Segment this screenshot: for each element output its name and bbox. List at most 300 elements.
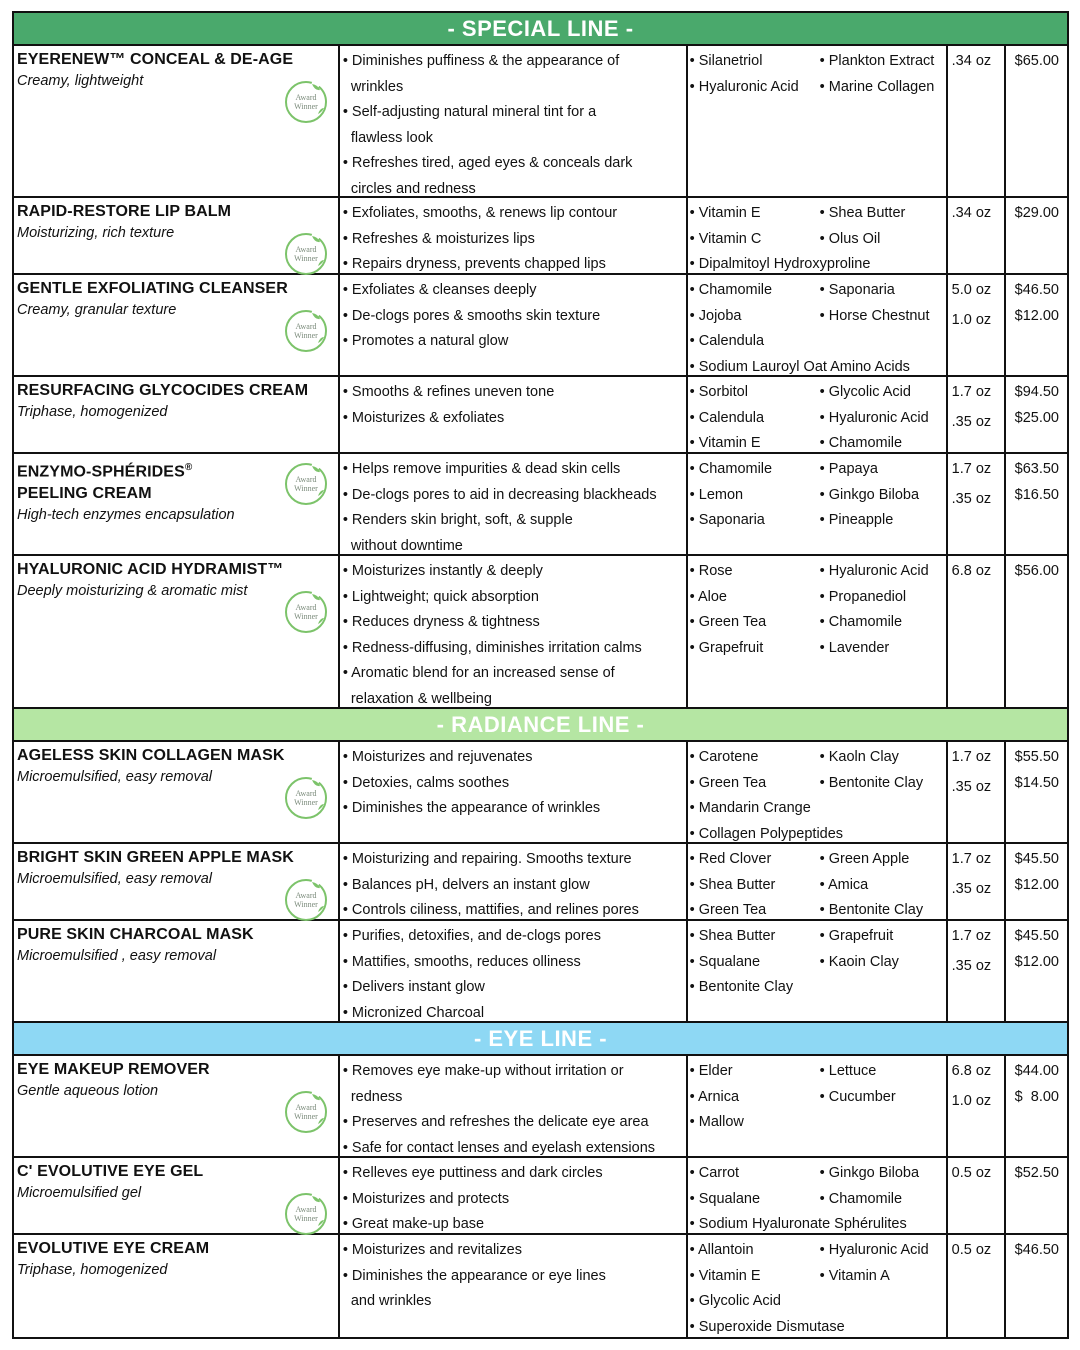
price-value: [1009, 559, 1059, 585]
benefit-line: • Exfoliates, smooths, & renews lip contour: [342, 205, 618, 221]
benefit-line: • Lightweight; quick absorption: [342, 588, 539, 605]
benefit-line: • Purifies, detoxifies, and de-clogs pores: [342, 928, 601, 944]
ingredients-grid: [690, 1238, 943, 1339]
award-text-line1: Award: [295, 789, 317, 798]
benefits-cell: [340, 1158, 688, 1233]
currency-symbol: $: [1014, 1165, 1023, 1181]
price-amount: 63.50: [1022, 461, 1059, 477]
ingredient-item: • Papaya: [819, 461, 878, 477]
price-cell: [1006, 742, 1067, 842]
benefit-line: • Renders skin bright, soft, & supple: [342, 512, 573, 528]
currency-symbol: $: [1014, 461, 1023, 477]
benefit-line: • Mattifies, smooths, reduces olliness: [342, 953, 581, 970]
product-row: [14, 198, 1067, 275]
ingredient-item: • Saponaria: [819, 282, 895, 298]
ingredient-item: • Mandarin Crange: [689, 800, 811, 816]
product-description: Deeply moisturizing & aromatic mist: [17, 583, 248, 599]
product-row: [14, 921, 1067, 1023]
registered-mark: ®: [184, 462, 193, 473]
ingredient-item: • Sodium Hyaluronate Sphérulites: [689, 1216, 907, 1232]
benefits-cell: [340, 556, 688, 707]
ingredient-item: • Bentonite Clay: [819, 902, 924, 918]
currency-symbol: $: [1014, 282, 1023, 298]
price-value: [1009, 924, 1059, 950]
ingredient-item: • Glycolic Acid: [689, 1293, 781, 1309]
price-amount: 12.00: [1022, 307, 1059, 324]
award-text-line1: Award: [295, 322, 317, 331]
currency-symbol: $: [1014, 409, 1023, 426]
size-value: .35 oz: [951, 880, 992, 897]
product-name: GENTLE EXFOLIATING CLEANSER: [17, 280, 288, 297]
product-name-cell: [14, 556, 340, 707]
ingredients-cell: [688, 46, 948, 196]
benefit-line: • Reduces dryness & tightness: [342, 614, 540, 630]
ingredient-item: • Sodium Lauroyl Oat Amino Acids: [689, 358, 910, 375]
price-amount: 45.50: [1022, 928, 1059, 944]
price-cell: [1006, 556, 1067, 707]
price-value: [1009, 380, 1059, 406]
benefits-cell: [340, 1235, 688, 1337]
price-value: [1009, 771, 1059, 797]
product-row: [14, 556, 1067, 709]
award-badge-graphic: [282, 1190, 330, 1238]
ingredients-grid: [690, 380, 943, 457]
size-value: 1.7 oz: [951, 461, 992, 477]
ingredients-cell: [688, 377, 948, 452]
size-cell: [948, 46, 1006, 196]
product-row: [14, 275, 1067, 377]
ingredient-item: • Red Clover: [689, 851, 772, 867]
ingredient-item: • Calendula: [689, 409, 765, 426]
benefit-line: • Removes eye make-up without irritation or: [342, 1063, 624, 1079]
ingredient-item: • Kaoln Clay: [819, 749, 899, 765]
ingredient-item: • Chamomile: [819, 435, 903, 451]
ingredients-cell: [688, 921, 948, 1021]
award-text-line1: Award: [295, 93, 317, 102]
price-amount: 8.00: [1030, 1088, 1059, 1105]
ingredients-cell: [688, 556, 948, 707]
benefit-line: • Balances pH, delvers an instant glow: [342, 876, 590, 893]
benefits-cell: [340, 742, 688, 842]
product-name: EYE MAKEUP REMOVER: [17, 1061, 210, 1078]
price-value: [1009, 278, 1059, 304]
benefits-cell: [340, 46, 688, 196]
price-cell: [1006, 377, 1067, 452]
currency-symbol: $: [1014, 1063, 1023, 1079]
size-cell: [948, 454, 1006, 554]
benefit-line: • Safe for contact lenses and eyelash extensions: [342, 1139, 656, 1156]
award-text-line1: Award: [295, 603, 317, 612]
price-amount: 46.50: [1022, 282, 1059, 298]
currency-symbol: $: [1014, 486, 1023, 503]
currency-symbol: $: [1014, 53, 1023, 69]
award-winner-badge-icon: [282, 78, 330, 126]
ingredient-item: • Lavender: [819, 639, 890, 656]
product-row: [14, 377, 1067, 454]
currency-symbol: $: [1014, 953, 1023, 970]
size-value: .35 oz: [951, 490, 992, 507]
size-value: .34 oz: [951, 205, 992, 221]
ingredients-grid: [690, 201, 943, 278]
price-amount: 14.50: [1022, 774, 1059, 791]
benefit-line: • Aromatic blend for an increased sense of: [342, 665, 615, 681]
benefits-cell: [340, 275, 688, 375]
product-name-cell: [14, 844, 340, 919]
benefits-cell: [340, 844, 688, 919]
award-winner-badge-icon: [282, 774, 330, 822]
product-description: High-tech enzymes encapsulation: [17, 507, 235, 524]
price-value: [1009, 201, 1059, 227]
product-name-cell: [14, 1235, 340, 1337]
ingredient-item: • Vitamin E: [689, 1267, 761, 1284]
ingredient-item: • Carotene: [689, 749, 759, 765]
benefit-line: • Diminishes the appearance of wrinkles: [342, 800, 601, 816]
benefit-line: • Great make-up base: [342, 1216, 485, 1232]
benefit-line: • Diminishes the appearance or eye lines: [342, 1267, 606, 1284]
ingredient-item: • Rose: [689, 563, 733, 579]
size-value: .35 oz: [951, 778, 992, 795]
ingredient-item: • Bentonite Clay: [819, 774, 924, 791]
ingredient-item: • Chamomile: [819, 614, 903, 630]
price-cell: [1006, 454, 1067, 554]
benefit-line: • Refreshes & moisturizes lips: [342, 230, 535, 247]
benefit-line: • Helps remove impurities & dead skin cells: [342, 461, 621, 477]
award-text-line2: Winner: [293, 254, 318, 263]
product-name-cell: [14, 454, 340, 554]
price-value: [1009, 745, 1059, 771]
currency-symbol: $: [1014, 749, 1023, 765]
award-text-line1: Award: [295, 1205, 317, 1214]
size-value: 1.0 oz: [951, 311, 992, 328]
ingredient-item: • Mallow: [689, 1114, 744, 1130]
award-badge-graphic: [282, 876, 330, 924]
currency-symbol: $: [1014, 563, 1023, 579]
ingredient-item: • Hyaluronic Acid: [819, 563, 929, 579]
ingredients-cell: [688, 275, 948, 375]
product-row: [14, 454, 1067, 556]
award-text-line1: Award: [295, 1103, 317, 1112]
benefit-line: circles and redness: [350, 180, 476, 197]
price-value: [1009, 406, 1059, 432]
ingredients-grid: [690, 559, 943, 661]
ingredient-item: • Horse Chestnut: [819, 307, 930, 324]
price-value: [1009, 950, 1059, 976]
price-amount: 46.50: [1022, 1242, 1059, 1258]
award-badge-graphic: [282, 307, 330, 355]
ingredient-item: • Lettuce: [819, 1063, 877, 1079]
size-value: .35 oz: [951, 413, 992, 430]
ingredient-item: • Marine Collagen: [819, 78, 935, 95]
price-cell: [1006, 844, 1067, 919]
product-name: RAPID-RESTORE LIP BALM: [17, 203, 232, 220]
ingredients-cell: [688, 844, 948, 919]
currency-symbol: $: [1014, 1242, 1023, 1258]
benefit-line: • Promotes a natural glow: [342, 333, 509, 349]
benefit-line: • De-clogs pores & smooths skin texture: [342, 307, 601, 324]
benefit-line: • Repairs dryness, prevents chapped lips: [342, 256, 606, 272]
ingredient-item: • Squalane: [689, 1190, 761, 1207]
award-text-line2: Winner: [293, 798, 318, 807]
currency-symbol: $: [1014, 876, 1023, 893]
price-amount: 45.50: [1022, 851, 1059, 867]
size-cell: [948, 1056, 1006, 1156]
size-cell: [948, 556, 1006, 707]
currency-symbol: $: [1014, 928, 1023, 944]
ingredient-item: • Chamomile: [819, 1190, 903, 1207]
product-name: ENZYMO-SPHÉRIDES®: [17, 462, 193, 481]
ingredient-item: • Allantoin: [689, 1242, 754, 1258]
price-amount: 25.00: [1022, 409, 1059, 426]
benefits-cell: [340, 454, 688, 554]
award-text-line2: Winner: [293, 484, 318, 493]
benefit-line: • Self-adjusting natural mineral tint for a: [342, 104, 597, 120]
ingredients-cell: [688, 742, 948, 842]
benefits-cell: [340, 921, 688, 1021]
product-row: [14, 742, 1067, 844]
ingredient-item: • Pineapple: [819, 512, 894, 528]
ingredient-item: • Ginkgo Biloba: [819, 486, 920, 503]
product-name: RESURFACING GLYCOCIDES CREAM: [17, 382, 309, 399]
currency-symbol: $: [1014, 384, 1023, 400]
ingredient-item: • Lemon: [689, 486, 744, 503]
product-description: Moisturizing, rich texture: [17, 225, 175, 241]
product-row: [14, 844, 1067, 921]
award-winner-badge-icon: [282, 588, 330, 636]
ingredient-item: • Silanetriol: [689, 53, 763, 69]
price-cell: [1006, 921, 1067, 1021]
price-value: [1009, 1059, 1059, 1085]
product-description: Microemulsified gel: [17, 1185, 142, 1201]
price-amount: 12.00: [1022, 876, 1059, 893]
ingredient-item: • Grapefruit: [689, 639, 764, 656]
ingredient-item: • Vitamin A: [819, 1267, 890, 1284]
award-text-line2: Winner: [293, 1214, 318, 1223]
product-name: AGELESS SKIN COLLAGEN MASK: [17, 747, 285, 764]
ingredient-item: • Saponaria: [689, 512, 765, 528]
product-description: Microemulsified, easy removal: [17, 871, 213, 887]
award-text-line2: Winner: [293, 102, 318, 111]
product-description: Triphase, homogenized: [17, 404, 168, 420]
benefit-line: • Preserves and refreshes the delicate eye area: [342, 1114, 649, 1130]
ingredient-item: • Green Tea: [689, 614, 767, 630]
product-name-cell: [14, 198, 340, 273]
benefit-line: • Moisturizes and protects: [342, 1190, 510, 1207]
benefit-line: • Refreshes tired, aged eyes & conceals dark: [342, 155, 633, 171]
ingredient-item: • Collagen Polypeptides: [689, 825, 844, 842]
ingredient-item: • Superoxide Dismutase: [689, 1318, 845, 1335]
award-text-line2: Winner: [293, 612, 318, 621]
price-value: [1009, 847, 1059, 873]
price-value: [1009, 873, 1059, 899]
size-value: 6.8 oz: [951, 1063, 992, 1079]
ingredient-item: • Carrot: [689, 1165, 740, 1181]
price-amount: 29.00: [1022, 205, 1059, 221]
product-description: Triphase, homogenized: [17, 1262, 168, 1278]
benefits-cell: [340, 198, 688, 273]
section-title: - RADIANCE LINE -: [436, 711, 645, 737]
ingredient-item: • Amica: [819, 876, 869, 893]
benefit-line: flawless look: [350, 129, 434, 146]
product-name: EVOLUTIVE EYE CREAM: [17, 1240, 210, 1257]
product-name-cell: [14, 742, 340, 842]
price-cell: [1006, 1056, 1067, 1156]
product-description: Gentle aqueous lotion: [17, 1083, 159, 1099]
product-name: C' EVOLUTIVE EYE GEL: [17, 1163, 204, 1180]
product-row: [14, 1056, 1067, 1158]
ingredients-cell: [688, 1158, 948, 1233]
size-cell: [948, 921, 1006, 1021]
price-cell: [1006, 1158, 1067, 1233]
price-list-sheet: [12, 11, 1069, 1339]
ingredient-item: • Vitamin E: [689, 205, 761, 221]
ingredient-item: • Green Apple: [819, 851, 910, 867]
product-name: PURE SKIN CHARCOAL MASK: [17, 926, 254, 943]
product-name-cell: [14, 921, 340, 1021]
ingredient-item: • Elder: [689, 1063, 733, 1079]
product-description: Microemulsified , easy removal: [17, 948, 217, 964]
benefit-line: • Smooths & refines uneven tone: [342, 384, 555, 400]
ingredients-grid: [690, 847, 943, 924]
price-value: [1009, 1161, 1059, 1187]
size-cell: [948, 377, 1006, 452]
price-cell: [1006, 275, 1067, 375]
ingredients-cell: [688, 1235, 948, 1337]
ingredient-item: • Green Tea: [689, 902, 767, 918]
benefit-line: • Diminishes puffiness & the appearance of: [342, 53, 620, 69]
section-header-1: [14, 13, 1067, 46]
size-value: 0.5 oz: [951, 1242, 992, 1258]
ingredient-item: • Shea Butter: [689, 876, 776, 893]
size-cell: [948, 844, 1006, 919]
size-cell: [948, 198, 1006, 273]
ingredient-item: • Kaoin Clay: [819, 953, 899, 970]
ingredient-item: • Arnica: [689, 1088, 740, 1105]
award-winner-badge-icon: [282, 307, 330, 355]
price-value: [1009, 1085, 1059, 1111]
price-cell: [1006, 198, 1067, 273]
size-cell: [948, 1158, 1006, 1233]
ingredient-item: • Olus Oil: [819, 230, 881, 247]
size-value: 1.7 oz: [951, 384, 992, 400]
product-row: [14, 1235, 1067, 1337]
ingredient-item: • Cucumber: [819, 1088, 896, 1105]
benefit-line: • Relleves eye puttiness and dark circles: [342, 1165, 603, 1181]
price-amount: 16.50: [1022, 486, 1059, 503]
benefit-line: • Moisturizing and repairing. Smooths texture: [342, 851, 632, 867]
benefit-line: • De-clogs pores to aid in decreasing blackheads: [342, 486, 657, 503]
size-cell: [948, 275, 1006, 375]
product-name-cell: [14, 275, 340, 375]
ingredient-item: • Vitamin E: [689, 435, 761, 451]
benefit-line: • Delivers instant glow: [342, 979, 485, 995]
section-title: - SPECIAL LINE -: [447, 15, 634, 41]
product-row: [14, 46, 1067, 198]
currency-symbol: $: [1014, 1088, 1023, 1105]
award-text-line1: Award: [295, 245, 317, 254]
size-cell: [948, 1235, 1006, 1337]
award-winner-badge-icon: [282, 876, 330, 924]
size-value: 1.7 oz: [951, 851, 992, 867]
section-header-3: [14, 1023, 1067, 1056]
benefit-line: • Moisturizes & exfoliates: [342, 409, 505, 426]
price-amount: 12.00: [1022, 953, 1059, 970]
ingredients-grid: [690, 745, 943, 847]
benefit-line: and wrinkles: [350, 1293, 432, 1309]
ingredient-item: • Grapefruit: [819, 928, 894, 944]
product-name: HYALURONIC ACID HYDRAMIST™: [17, 561, 284, 578]
ingredient-item: • Vitamin C: [689, 230, 762, 247]
price-amount: 44.00: [1022, 1063, 1059, 1079]
ingredients-grid: [690, 49, 943, 100]
product-name-line2: PEELING CREAM: [17, 485, 152, 503]
ingredients-grid: [690, 278, 943, 380]
product-name-cell: [14, 377, 340, 452]
price-amount: 65.00: [1022, 53, 1059, 69]
price-cell: [1006, 1235, 1067, 1337]
benefit-line: • Moisturizes and revitalizes: [342, 1242, 522, 1258]
size-value: 1.7 oz: [951, 928, 992, 944]
size-value: 1.0 oz: [951, 1092, 992, 1109]
award-text-line1: Award: [295, 475, 317, 484]
award-badge-graphic: [282, 774, 330, 822]
ingredient-item: • Chamomile: [689, 461, 773, 477]
price-value: [1009, 49, 1059, 75]
product-name: EYERENEW™ CONCEAL & DE-AGE: [17, 51, 294, 68]
ingredient-item: • Calendula: [689, 333, 765, 349]
ingredient-item: • Ginkgo Biloba: [819, 1165, 920, 1181]
benefit-line: wrinkles: [350, 78, 404, 95]
size-value: 6.8 oz: [951, 563, 992, 579]
benefit-line: • Redness-diffusing, diminishes irritation calms: [342, 639, 642, 656]
benefit-line: • Detoxies, calms soothes: [342, 774, 510, 791]
award-text-line1: Award: [295, 891, 317, 900]
product-row: [14, 1158, 1067, 1235]
award-badge-graphic: [282, 588, 330, 636]
award-winner-badge-icon: [282, 460, 330, 508]
product-name-cell: [14, 46, 340, 196]
award-winner-badge-icon: [282, 230, 330, 278]
price-amount: 56.00: [1022, 563, 1059, 579]
currency-symbol: $: [1014, 307, 1023, 324]
section-title: - EYE LINE -: [473, 1025, 608, 1051]
ingredient-item: • Hyaluronic Acid: [819, 409, 929, 426]
ingredient-item: • Bentonite Clay: [689, 979, 794, 995]
award-badge-graphic: [282, 460, 330, 508]
benefit-line: redness: [350, 1088, 403, 1105]
ingredients-grid: [690, 1161, 943, 1238]
ingredient-item: • Aloe: [689, 588, 727, 605]
benefit-line: • Micronized Charcoal: [342, 1004, 485, 1021]
price-value: [1009, 304, 1059, 330]
benefit-line: • Exfoliates & cleanses deeply: [342, 282, 537, 298]
award-badge-graphic: [282, 230, 330, 278]
award-badge-graphic: [282, 1088, 330, 1136]
award-text-line2: Winner: [293, 331, 318, 340]
price-amount: 94.50: [1022, 384, 1059, 400]
benefits-cell: [340, 377, 688, 452]
ingredient-item: • Sorbitol: [689, 384, 748, 400]
price-cell: [1006, 46, 1067, 196]
award-text-line2: Winner: [293, 1112, 318, 1121]
price-amount: 52.50: [1022, 1165, 1059, 1181]
price-amount: 55.50: [1022, 749, 1059, 765]
currency-symbol: $: [1014, 851, 1023, 867]
ingredient-item: • Squalane: [689, 953, 761, 970]
product-description: Creamy, granular texture: [17, 302, 177, 318]
product-description: Microemulsified, easy removal: [17, 769, 213, 785]
ingredients-grid: [690, 457, 943, 534]
ingredients-grid: [690, 1059, 943, 1136]
